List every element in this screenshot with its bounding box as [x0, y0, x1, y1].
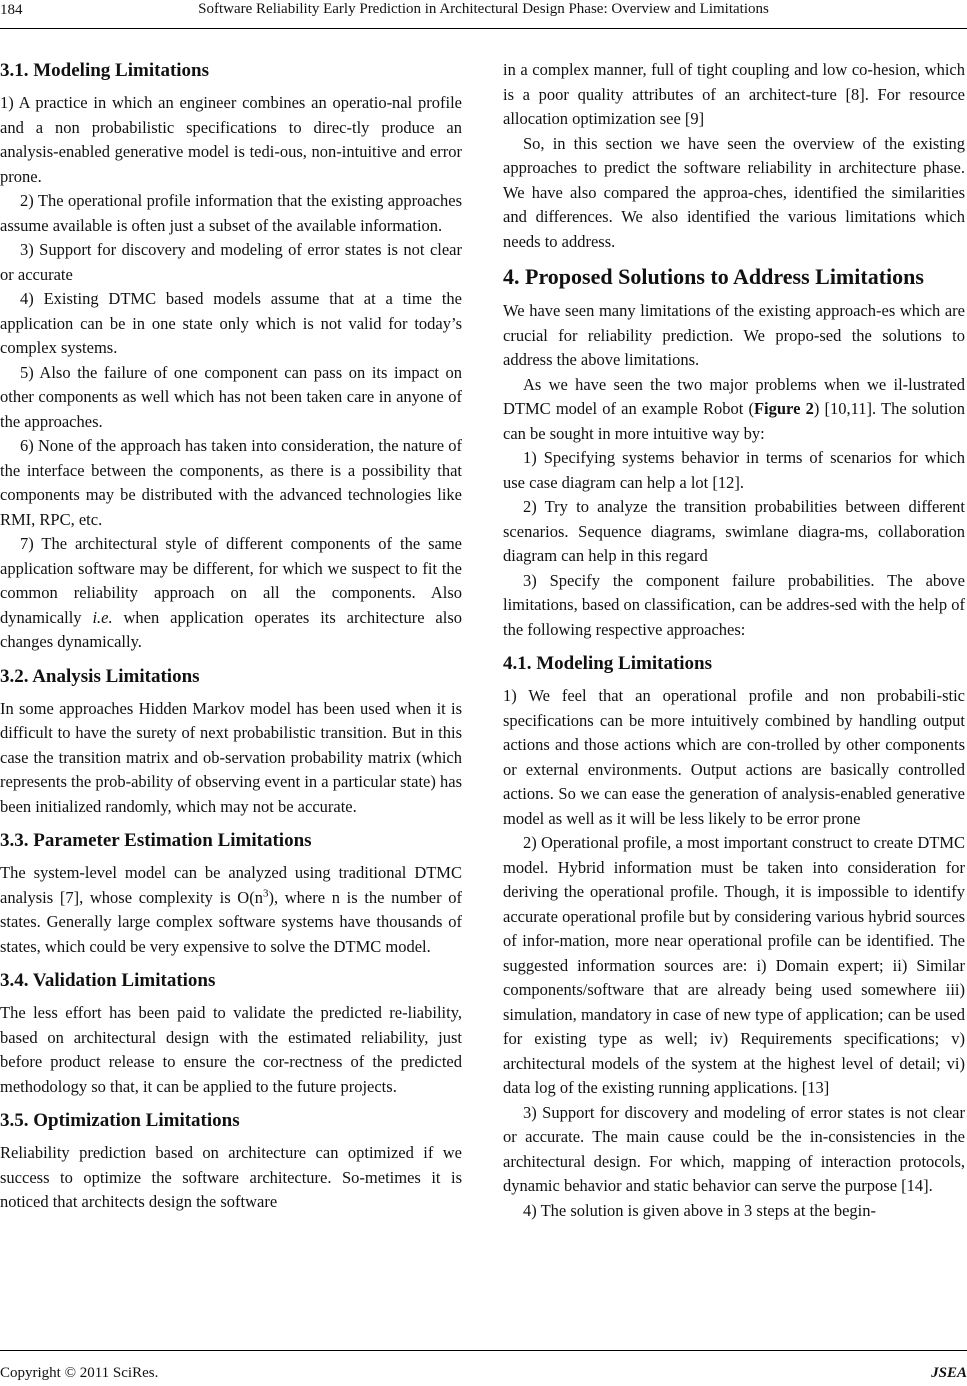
section-heading-3-2: 3.2. Analysis Limitations [0, 665, 200, 687]
left-column [0, 58, 462, 1215]
paragraph [0, 861, 462, 959]
text-span: As we have seen the two major problems when we il-lustrated DTMC model of an example Robot ( [503, 374, 965, 418]
paragraph: 3) Support for discovery and modeling of error states is not clear or accurate [0, 240, 462, 284]
paragraph: Reliability prediction based on architecture can optimized if we success to optimize the software architecture. So-metimes it is noticed that architects design the software [0, 1143, 462, 1211]
paragraph: 3) Specify the component failure probabilities. The above limitations, based on classification, can be addres-sed with the help of the following respective approaches: [503, 570, 965, 639]
italic-text: i.e. [92, 607, 113, 627]
section-heading-3-3: 3.3. Parameter Estimation Limitations [0, 830, 312, 851]
text-span: 7) The architectural style of different components of the same application software may be different, for which we suspect to fit the common reliability approach on all the components. Also dynamically [0, 534, 462, 627]
right-column [503, 58, 965, 1223]
page-header [0, 0, 967, 29]
paragraph: We have seen many limitations of the existing approach-es which are crucial for reliability prediction. We propo-sed the solutions to address the above limitations. [503, 301, 965, 369]
page-footer [0, 1350, 967, 1381]
paragraph: 5) Also the failure of one component can pass on its impact on other components as well which has not been taken care in anyone of the approaches. [0, 362, 462, 431]
section-heading-4: 4. Proposed Solutions to Address Limitations [503, 264, 924, 289]
paragraph: 2) Operational profile, a most important construct to create DTMC model. Hybrid information must be taken into consideration for deriving the operational profile. Though, it is impossible to identify accurate operational profile but by considering various hybrid sources of infor-mation, more near operational profile can be identified. The suggested information sources are: i) Domain expert; ii) Similar components/software that are already being used somewhere iii) simulation, mandatory in case of new type of application; can be used for existing type as well; iv) Requirements specifications; v) architectural models of the system at the highest level of detail; vi) data log of the existing running applications. [13] [503, 833, 965, 1097]
section-heading-3-5: 3.5. Optimization Limitations [0, 1110, 240, 1131]
paragraph: 6) None of the approach has taken into consideration, the nature of the interface between the components, as there is a possibility that components may be distributed with the advanced technologies like RMI, RPC, etc. [0, 436, 462, 529]
section-heading-3-4: 3.4. Validation Limitations [0, 970, 216, 991]
text-span: ), where n is the number of states. Generally large complex software systems have thousands of states, which could be very expensive to solve the DTMC model. [0, 887, 462, 956]
paragraph: The less effort has been paid to validate the predicted re-liability, based on architectural design with the estimated reliability, just before product release to ensure the cor-rectness of the predicted methodology so that, it can be applied to the future projects. [0, 1003, 462, 1096]
section-heading-4-1: 4.1. Modeling Limitations [503, 653, 713, 674]
text-span: when application operates its architecture also changes dynamically. [0, 607, 463, 651]
paragraph: 2) Try to analyze the transition probabilities between different scenarios. Sequence diagrams, swimlane diagra-ms, collaboration diagram can help in this regard [503, 497, 965, 565]
page-number: 184 [0, 2, 23, 18]
paragraph: 2) The operational profile information that the existing approaches assume available is often just a subset of the available information. [0, 191, 462, 235]
text-span: The system-level model can be analyzed using traditional DTMC analysis [7], whose complexity is O(n [0, 863, 462, 907]
paragraph: 4) The solution is given above in 3 steps at the begin- [523, 1200, 877, 1220]
paragraph: 1) Specifying systems behavior in terms of scenarios for which use case diagram can help a lot [12]. [503, 448, 965, 492]
superscript: 3 [262, 887, 269, 899]
running-title: Software Reliability Early Prediction in Architectural Design Phase: Overview and Limitations [198, 1, 769, 17]
figure-reference: Figure 2 [753, 399, 814, 418]
paragraph: 4) Existing DTMC based models assume that at a time the application can be in one state only which is not valid for today’s complex systems. [0, 289, 462, 357]
paragraph: So, in this section we have seen the overview of the existing approaches to predict the software reliability in architecture phase. We have also compared the approa-ches, identified the similarities and differences. We also identified the various limitations which needs to address. [503, 133, 965, 251]
paragraph: 3) Support for discovery and modeling of error states is not clear or accurate. The main cause could be the in-consistencies in the architectural design. For which, mapping of interaction protocols, dynamic behavior and static behavior can serve the purpose [14]. [503, 1102, 965, 1195]
paragraph: 1) We feel that an operational profile and non probabili-stic specifications can be more intuitively combined by handling output actions and those actions which are con-trolled by other components or external environments. Output actions are basically controlled actions. So we can ease the generation of analysis-enabled generative model as well as it will be less likely to be error prone [503, 686, 965, 828]
section-heading-3-1: 3.1. Modeling Limitations [0, 60, 210, 81]
paragraph: In some approaches Hidden Markov model has been used when it is difficult to have the surety of next probabilistic transition. But in this case the transition matrix and ob-servation probability matrix (which represents the prob-ability of observing event in a particular state) has been initialized randomly, which may not be accurate. [0, 698, 462, 816]
text-span: ) [10,11]. The solution can be sought in more intuitive way by: [503, 399, 965, 443]
paragraph: in a complex manner, full of tight coupling and low co-hesion, which is a poor quality attributes of an architect-ture [8]. For resource allocation optimization see [9] [503, 60, 965, 128]
copyright-text: Copyright © 2011 SciRes. [0, 1365, 159, 1381]
paragraph [0, 532, 462, 655]
paragraph [503, 373, 965, 447]
journal-name: JSEA [931, 1365, 967, 1381]
paragraph: 1) A practice in which an engineer combines an operatio-nal profile and a non probabilistic specifications to direc-tly produce an analysis-enabled generative model is tedi-ous, non-intuitive and error prone. [0, 93, 462, 186]
